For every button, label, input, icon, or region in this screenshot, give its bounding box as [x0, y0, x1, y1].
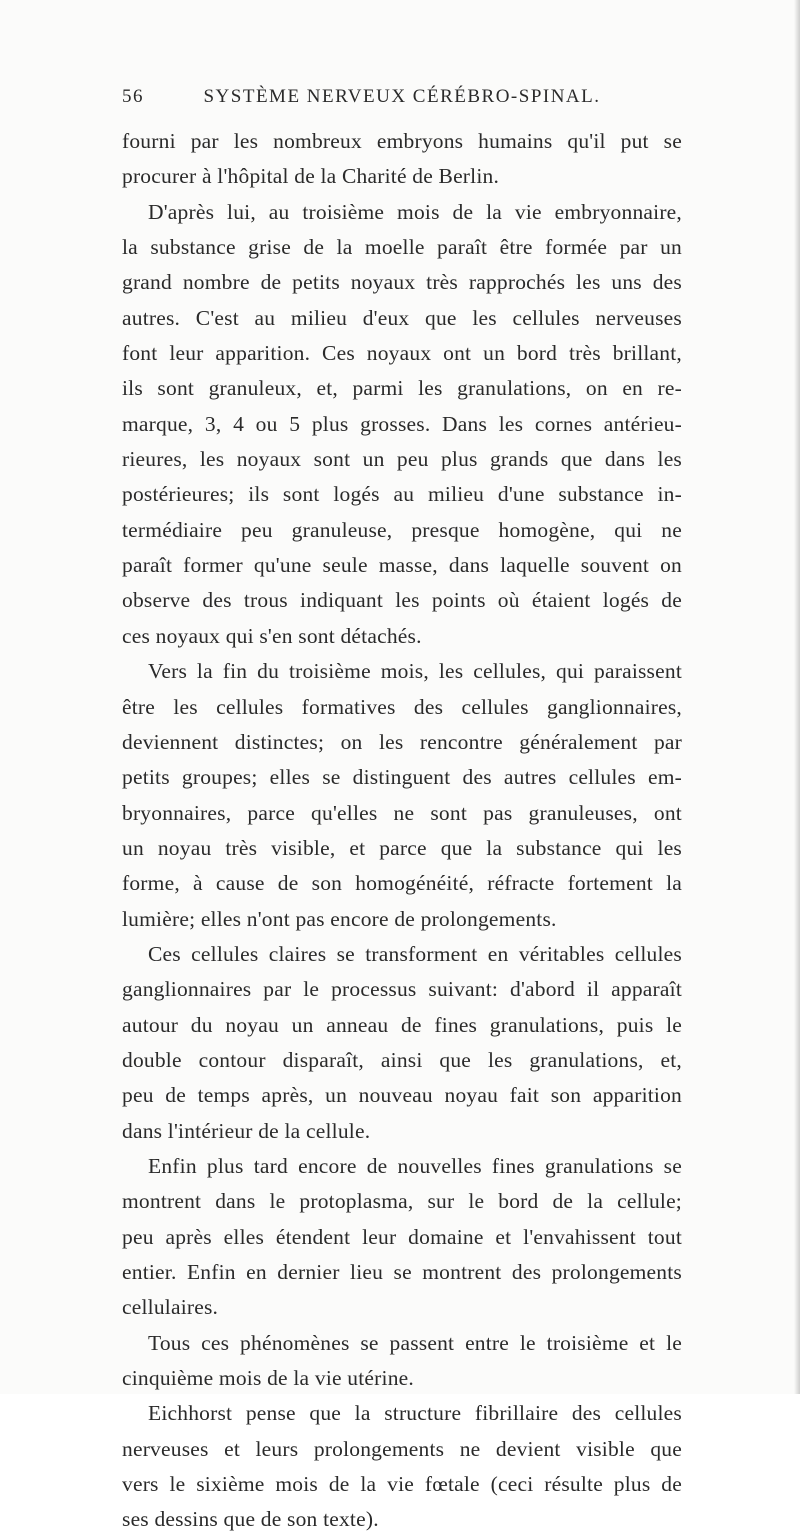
text-line: nerveuses et leurs prolongements ne devient visible que	[122, 1436, 682, 1461]
text-line: ses dessins que de son texte).	[122, 1507, 379, 1532]
text-line: double contour disparaît, ainsi que les granulations, et,	[122, 1047, 682, 1072]
text-line: procurer à l'hôpital de la Charité de Berlin.	[122, 164, 500, 189]
text-line: observe des trous indiquant les points où étaient logés de	[122, 588, 682, 613]
text-line: peu de temps après, un nouveau noyau fait son apparition	[122, 1083, 682, 1108]
running-head	[122, 86, 682, 110]
text-line: grand nombre de petits noyaux très rapprochés les uns des	[122, 270, 682, 295]
text-line: entier. Enfin en dernier lieu se montrent des prolongements	[122, 1260, 682, 1284]
text-line: Vers la fin du troisième mois, les cellules, qui paraissent	[148, 659, 682, 684]
text-line: ganglionnaires par le processus suivant: d'abord il apparaît	[122, 977, 682, 1002]
text-line: autour du noyau un anneau de fines granulations, puis le	[122, 1012, 682, 1037]
body-text	[122, 124, 682, 1538]
text-line: cinquième mois de la vie utérine.	[122, 1366, 414, 1391]
text-line: vers le sixième mois de la vie fœtale (ceci résulte plus de	[122, 1472, 682, 1497]
text-line: petits groupes; elles se distinguent des autres cellules em-	[122, 765, 682, 790]
text-line: paraît former qu'une seule masse, dans laquelle souvent on	[122, 553, 682, 578]
page-number: 56	[122, 86, 144, 107]
text-line: forme, à cause de son homogénéité, réfracte fortement la	[122, 871, 682, 896]
text-line: ils sont granuleux, et, parmi les granulations, on en re-	[122, 376, 682, 401]
page-edge-shadow	[794, 0, 800, 1394]
text-line: rieures, les noyaux sont un peu plus grands que dans les	[122, 447, 682, 472]
text-line: montrent dans le protoplasma, sur le bord de la cellule;	[122, 1189, 682, 1214]
text-line: autres. C'est au milieu d'eux que les cellules nerveuses	[122, 305, 682, 330]
text-line: Tous ces phénomènes se passent entre le troisième et le	[148, 1330, 682, 1355]
text-line: lumière; elles n'ont pas encore de prolongements.	[122, 906, 557, 931]
text-line: font leur apparition. Ces noyaux ont un bord très brillant,	[122, 341, 682, 366]
text-line: ces noyaux qui s'en sont détachés.	[122, 623, 422, 648]
text-line: D'après lui, au troisième mois de la vie embryonnaire,	[148, 199, 682, 224]
text-line: Ces cellules claires se transforment en véritables cellules	[148, 941, 682, 966]
text-line: un noyau très visible, et parce que la substance qui les	[122, 835, 682, 860]
header-title: SYSTÈME NERVEUX CÉRÉBRO-SPINAL.	[203, 86, 601, 107]
text-line: deviennent distinctes; on les rencontre généralement par	[122, 729, 682, 754]
text-line: la substance grise de la moelle paraît être formée par un	[122, 235, 682, 260]
text-line: bryonnaires, parce qu'elles ne sont pas granuleuses, ont	[122, 800, 682, 825]
text-line: fourni par les nombreux embryons humains qu'il put se	[122, 129, 682, 153]
text-line: Eichhorst pense que la structure fibrillaire des cellules	[148, 1401, 682, 1426]
text-line: postérieures; ils sont logés au milieu d'une substance in-	[122, 482, 682, 507]
text-line: peu après elles étendent leur domaine et l'envahissent tout	[122, 1224, 682, 1249]
text-line: dans l'intérieur de la cellule.	[122, 1118, 371, 1143]
text-line: marque, 3, 4 ou 5 plus grosses. Dans les cornes antérieu-	[122, 411, 682, 436]
text-line: Enfin plus tard encore de nouvelles fines granulations se	[148, 1153, 682, 1178]
text-line: être les cellules formatives des cellules ganglionnaires,	[122, 694, 682, 719]
text-line: cellulaires.	[122, 1295, 219, 1320]
text-line: termédiaire peu granuleuse, presque homogène, qui ne	[122, 517, 682, 542]
